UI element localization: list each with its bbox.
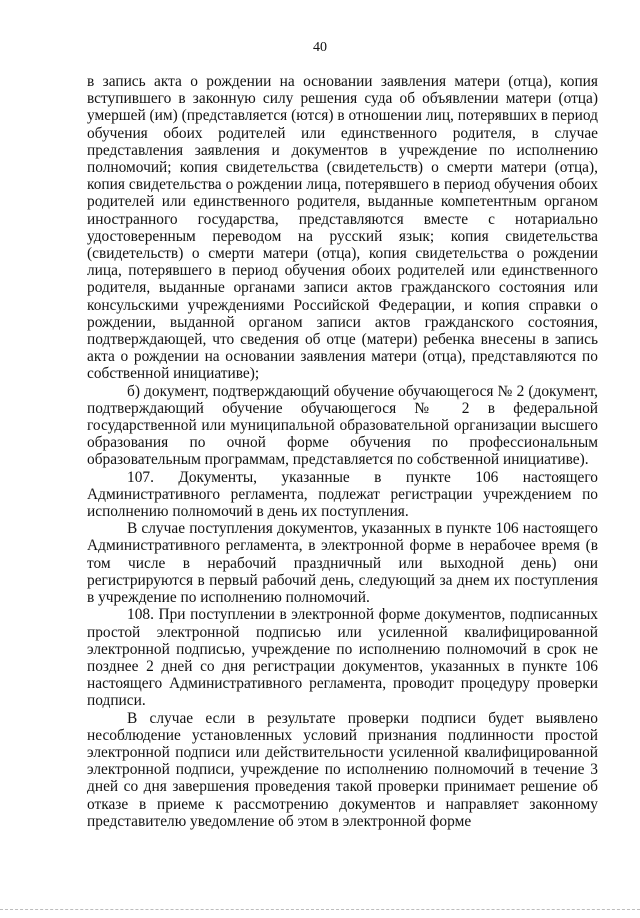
- paragraph-nonworking-time: В случае поступления документов, указанных в пункте 106 настоящего Административного регламента, в электронной форме в нерабочее время (в том числе в нерабочий праздничный или выходной день) они регистрируются в первый рабочий день, следующий за днем их поступления в учреждение по исполнению полномочий.: [87, 520, 598, 607]
- document-body: [87, 73, 598, 830]
- page-bottom-edge: [0, 909, 640, 910]
- paragraph-signature-failure: В случае если в результате проверки подписи будет выявлено несоблюдение установленных условий признания подлинности простой электронной подписи или действительности усиленной квалифицированной электронной подписи, учреждение по исполнению полномочий в течение 3 дней со дня завершения проведения такой проверки принимает решение об отказе в приеме к рассмотрению документов и направляет законному представителю уведомление об этом в электронной форме: [87, 709, 598, 830]
- paragraph-107-registration: 107. Документы, указанные в пункте 106 настоящего Административного регламента, подлежат регистрации учреждением по исполнению полномочий в день их поступления.: [87, 468, 598, 521]
- paragraph-108-signature-check: 108. При поступлении в электронной форме документов, подписанных простой электронной подписью или усиленной квалифицированной электронной подписью, учреждение по исполнению полномочий в срок не позднее 2 дней со дня регистрации документов, указанных в пункте 106 настоящего Административного регламента, проводит процедуру проверки подписи.: [87, 606, 598, 710]
- page-number: 40: [313, 40, 327, 55]
- paragraph-study-confirmation: б) документ, подтверждающий обучение обучающегося № 2 (документ, подтверждающий обучение обучающегося № 2 в федеральной государственной или муниципальной образовательной организации высшего образования по очной форме обучения по профессиональным образовательным программам, представляется по собственной инициативе).: [87, 382, 598, 469]
- paragraph-birth-record-documents: в запись акта о рождении на основании заявления матери (отца), копия вступившего в законную силу решения суда об объявлении матери (отца) умершей (им) (представляется (ются) в отношении лиц, потерявших в период обучения обоих родителей или единственного родителя, в случае представления заявления и документов в учреждение по исполнению полномочий; копия свидетельства (свидетельств) о смерти матери (отца), копия свидетельства о рождении лица, потерявшего в период обучения обоих родителей или единственного родителя, выданные компетентным органом иностранного государства, представляются вместе с нотариально удостоверенным переводом на русский язык; копия свидетельства (свидетельств) о смерти матери (отца), копия свидетельства о рождении лица, потерявшего в период обучения обоих родителей или единственного родителя, выданные органами записи актов гражданского состояния или консульскими учреждениями Российской Федерации, и копия справки о рождении, выданной органом записи актов гражданского состояния, подтверждающей, что сведения об отце (матери) ребенка внесены в запись акта о рождении на основании заявления матери (отца), представляются по собственной инициативе);: [87, 73, 598, 383]
